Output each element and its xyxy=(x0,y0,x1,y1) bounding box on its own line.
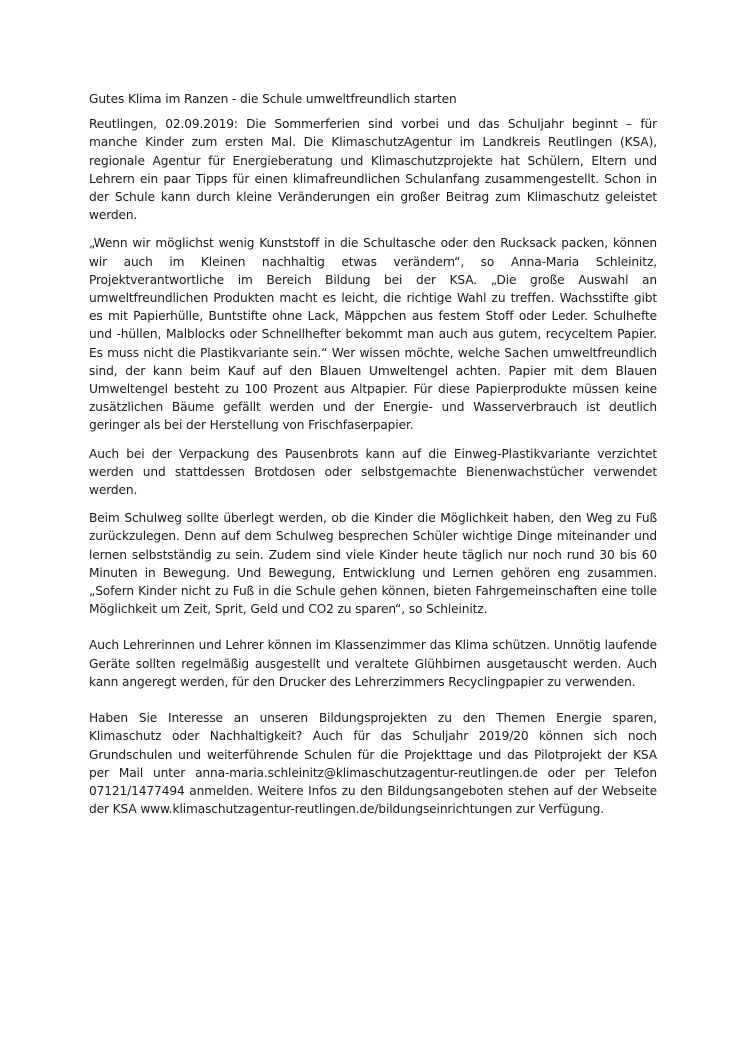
paragraph-quote: „Wenn wir möglichst wenig Kunststoff in die Schultasche oder den Rucksack packen, können wir auch im Kleinen nachhaltig etwas verändern“, so Anna-Maria Schleinitz, Projektverantwortliche im Bereich Bildung bei der KSA. „Die große Auswahl an umweltfreundlichen Produkten macht es leicht, die richtige Wahl zu treffen. Wachsstifte gibt es mit Papierhülle, Buntstifte ohne Lack, Mäppchen aus festem Stoff oder Leder. Schulhefte und -hüllen, Malblocks oder Schnellhefter bekommt man auch aus gutem, recyceltem Papier. Es muss nicht die Plastikvariante sein.“ Wer wissen möchte, welche Sachen umweltfreundlich sind, der kann beim Kauf auf den Blauen Umweltengel achten. Papier mit dem Blauen Umweltengel besteht zu 100 Prozent aus Altpapier. Für diese Papierprodukte müssen keine zusätzlichen Bäume gefällt werden und der Energie- und Wasserverbrauch ist deutlich geringer als bei der Herstellung von Frischfaserpapier. xyxy=(89,236,657,433)
paragraph-teachers: Auch Lehrerinnen und Lehrer können im Klassenzimmer das Klima schützen. Unnötig laufende Geräte sollten regelmäßig ausgestellt und veraltete Glühbirnen ausgetauscht werden. Auch kann angeregt werden, für den Drucker des Lehrerzimmers Recyclingpapier zu verwenden. xyxy=(89,638,657,689)
paragraph-contact: Haben Sie Interesse an unseren Bildungsprojekten zu den Themen Energie sparen, Klimaschutz oder Nachhaltigkeit? Auch für das Schuljahr 2019/20 können sich noch Grundschulen und weiterführende Schulen für die Projekttage und das Pilotprojekt der KSA per Mail unter anna-maria.schleinitz@klimaschutzagentur-reutlingen.de oder per Telefon 07121/1477494 anmelden. Weitere Infos zu den Bildungsangeboten stehen auf der Webseite der KSA www.klimaschutzagentur-reutlingen.de/bildungseinrichtungen zur Verfügung. xyxy=(89,711,657,817)
paragraph-schoolway: Beim Schulweg sollte überlegt werden, ob die Kinder die Möglichkeit haben, den Weg zu Fuß zurückzulegen. Denn auf dem Schulweg besprechen Schüler wichtige Dinge miteinander und lernen selbstständig zu sein. Zudem sind viele Kinder heute täglich nur noch rund 30 bis 60 Minuten in Bewegung. Und Bewegung, Entwicklung und Lernen gehören eng zusammen. „Sofern Kinder nicht zu Fuß in die Schule gehen können, bieten Fahrgemeinschaften eine tolle Möglichkeit um Zeit, Sprit, Geld und CO2 zu sparen“, so Schleinitz. xyxy=(89,511,657,617)
document-page xyxy=(89,90,657,828)
paragraph-intro: Reutlingen, 02.09.2019: Die Sommerferien sind vorbei und das Schuljahr beginnt – für manche Kinder zum ersten Mal. Die KlimaschutzAgentur im Landkreis Reutlingen (KSA), regionale Agentur für Energieberatung und Klimaschutzprojekte hat Schülern, Eltern und Lehrern ein paar Tipps für einen klimafreundlichen Schulanfang zusammengestellt. Schon in der Schule kann durch kleine Veränderungen ein großer Beitrag zum Klimaschutz geleistet werden. xyxy=(89,117,657,223)
document-title: Gutes Klima im Ranzen - die Schule umweltfreundlich starten xyxy=(89,92,457,106)
paragraph-lunch: Auch bei der Verpackung des Pausenbrots kann auf die Einweg-Plastikvariante verzichtet werden und stattdessen Brotdosen oder selbstgemachte Bienenwachstücher verwendet werden. xyxy=(89,446,657,498)
